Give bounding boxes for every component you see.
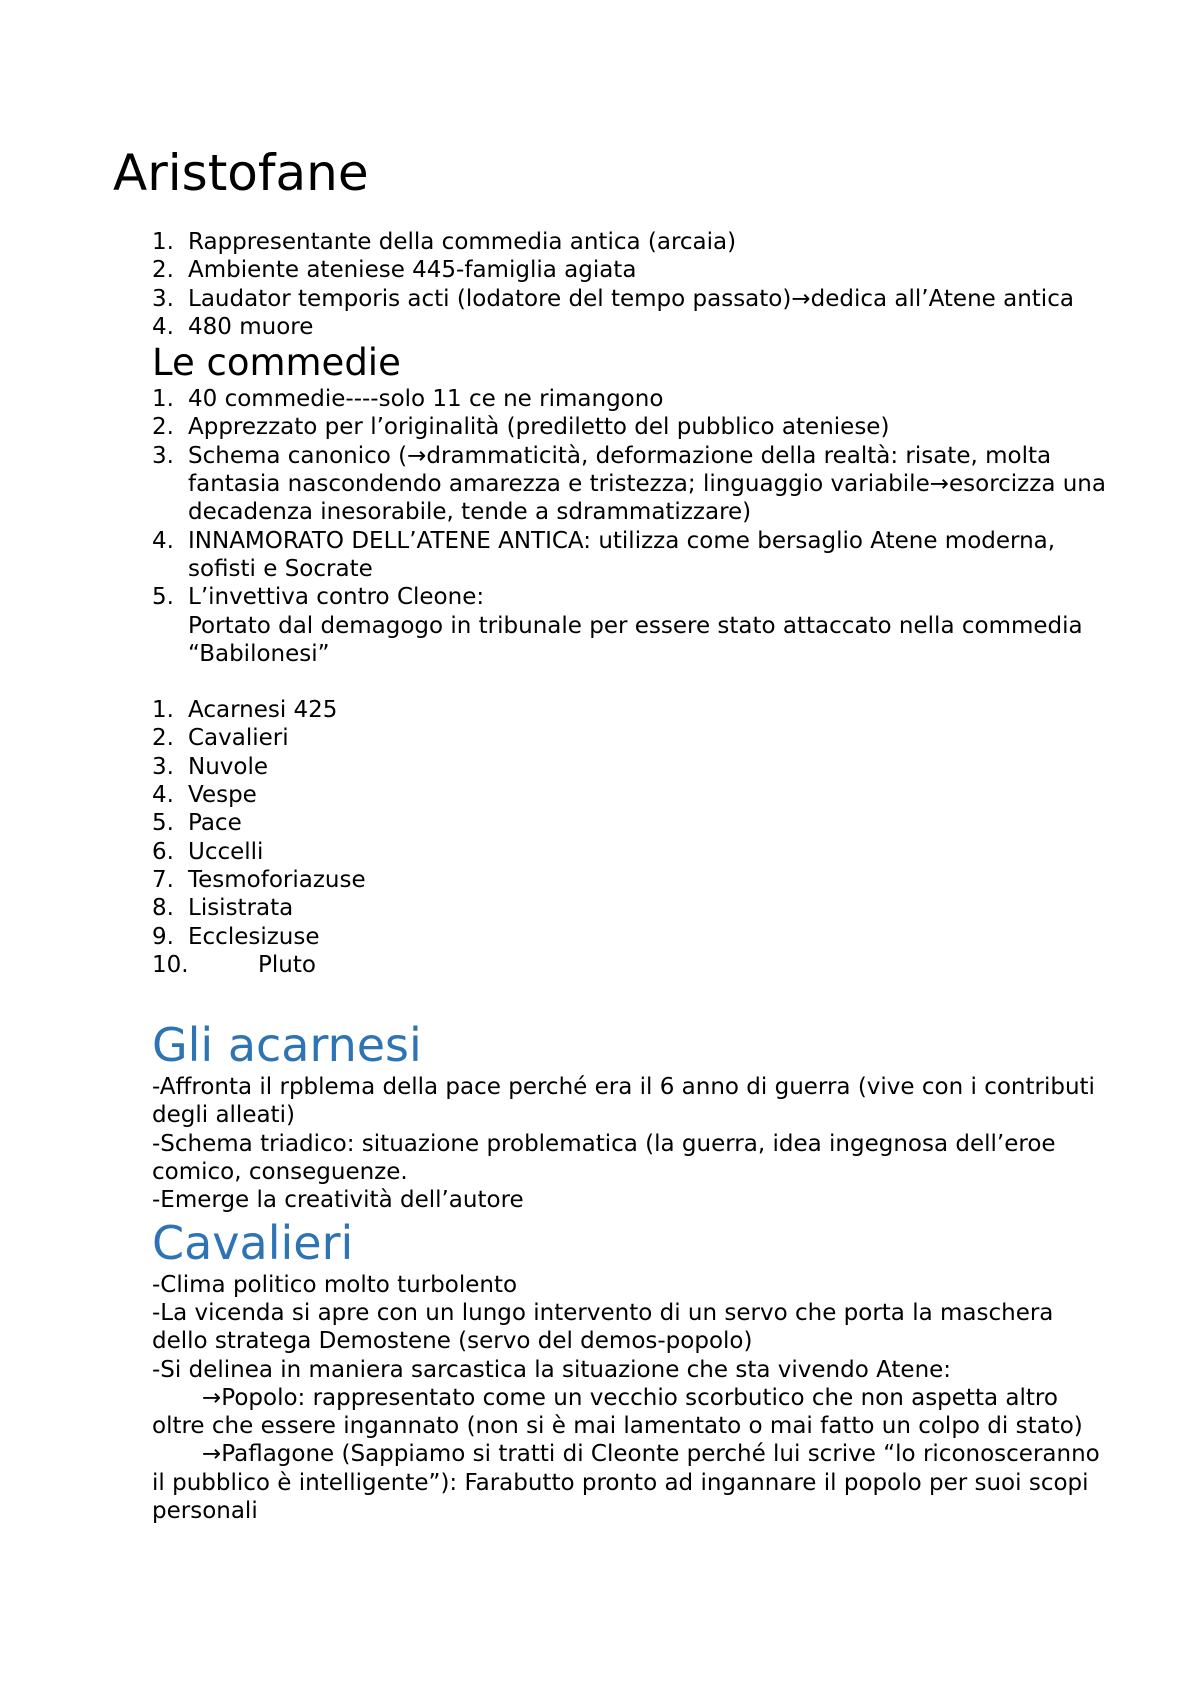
list-item: 3. Nuvole [152, 753, 269, 780]
paragraph: -Affronta il rpblema della pace perché era il 6 anno di guerra (vive con i contributi degli alleati) [152, 1074, 1095, 1129]
list-item: 1. Rappresentante della commedia antica (arcaia) [152, 229, 737, 255]
list-item: 6. Uccelli [152, 838, 264, 865]
section-heading-acarnesi: Gli acarnesi [152, 1018, 422, 1073]
paragraph: →Paflagone (Sappiamo si tratti di Cleonte perché lui scrive “lo riconosceranno il pubblico è intelligente”): Farabutto pronto ad ingannare il popolo per suoi scopi personali [152, 1441, 1100, 1524]
list-item: 3. Laudator temporis acti (lodatore del tempo passato)→dedica all’Atene antica [152, 285, 1074, 312]
document-body [152, 228, 1112, 1525]
paragraph: -La vicenda si apre con un lungo intervento di un servo che porta la maschera dello stratega Demostene (servo del demos-popolo) [152, 1299, 1054, 1355]
list-item: 4. 480 muore [152, 313, 314, 340]
paragraph: -Clima politico molto turbolento [152, 1271, 518, 1298]
list-item: 7. Tesmoforiazuse [152, 866, 366, 893]
paragraph: →Popolo: rappresentato come un vecchio scorbutico che non aspetta altro oltre che essere ingannato (non si è mai lamentato o mai fatto un colpo di stato) [152, 1384, 1083, 1440]
popolo-lead: →Popolo: rappresentato come un vecchio scorbutico che non aspetta [202, 1384, 999, 1411]
list-item: 2. Cavalieri [152, 725, 289, 752]
list-item: 9. Ecclesizuse [152, 923, 320, 950]
paflagone-lead: →Paflagone (Sappiamo si tratti di Cleonte perché lui scrive “lo [202, 1441, 916, 1468]
list-item: 4. Vespe [152, 782, 257, 809]
list-item: 5. L’invettiva contro Cleone: Portato dal demagogo in tribunale per essere stato attaccato nella commedia “Babilonesi” [152, 584, 1083, 667]
list-item: 5. Pace [152, 810, 242, 837]
section-heading-commedie: Le commedie [152, 341, 401, 385]
list-item: 1. 40 commedie----solo 11 ce ne rimangono [152, 386, 664, 413]
document-title: Aristofane [113, 144, 369, 202]
paragraph: -Si delinea in maniera sarcastica la situazione che sta vivendo Atene: [152, 1356, 952, 1383]
paragraph: -Schema triadico: situazione problematica (la guerra, idea ingegnosa dell’eroe comico, conseguenze. [152, 1130, 1056, 1186]
list-item: 2. Ambiente ateniese 445-famiglia agiata [152, 257, 637, 284]
comedies-titles-list [152, 696, 1112, 979]
list-item: 8. Lisistrata [152, 895, 294, 922]
commedie-list [152, 385, 1112, 668]
list-item: 1. Acarnesi 425 [152, 697, 338, 724]
intro-list [152, 228, 1112, 341]
list-item: 3. Schema canonico (→drammaticità, deformazione della realtà: risate, molta fantasia nascondendo amarezza e tristezza; linguaggio variabile→esorcizza una decadenza inesorabile, tende a sdrammatizzare) [152, 442, 1106, 526]
section-heading-cavalieri: Cavalieri [152, 1215, 354, 1270]
paragraph: -Emerge la creatività dell’autore [152, 1187, 524, 1214]
list-item: 2. Apprezzato per l’originalità (prediletto del pubblico ateniese) [152, 414, 890, 441]
list-item: 10. Pluto [152, 951, 316, 978]
list-item: 4. INNAMORATO DELL’ATENE ANTICA: utilizza come bersaglio Atene moderna, sofisti e Socrate [152, 527, 1056, 582]
